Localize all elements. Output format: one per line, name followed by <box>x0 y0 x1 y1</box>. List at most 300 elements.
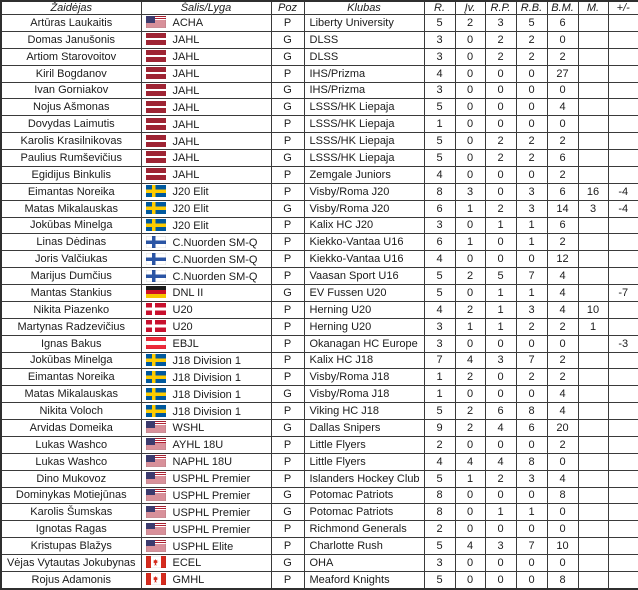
stat-rb: 2 <box>516 150 547 167</box>
player-name: Artiom Starovoitov <box>1 48 141 65</box>
stat-pm <box>608 352 638 369</box>
league-name: USPHL Elite <box>172 540 234 553</box>
stat-rb: 6 <box>516 420 547 437</box>
league-name: WSHL <box>172 422 205 435</box>
club-name: Visby/Roma J18 <box>304 369 424 386</box>
league-name: J20 Elit <box>172 186 209 199</box>
usa-flag-icon <box>146 489 166 501</box>
stat-m <box>578 15 608 32</box>
league-cell <box>141 521 271 538</box>
stat-r: 5 <box>424 470 455 487</box>
club-name: Liberty University <box>304 15 424 32</box>
stat-m <box>578 166 608 183</box>
stat-pm <box>608 48 638 65</box>
league-name: JAHL <box>172 34 200 47</box>
stat-pm: -4 <box>608 200 638 217</box>
stat-r: 3 <box>424 217 455 234</box>
column-header-label: Šalis/Lyga <box>180 2 232 14</box>
player-name: Kristupas Blažys <box>1 538 141 555</box>
stat-m <box>578 217 608 234</box>
player-name: Ignotas Ragas <box>1 521 141 538</box>
stat-bm: 2 <box>547 133 578 150</box>
stat-r: 3 <box>424 318 455 335</box>
column-header-pos <box>271 1 304 15</box>
league-name: J18 Division 1 <box>172 354 241 367</box>
column-header-label: M. <box>586 2 600 14</box>
club-name: Islanders Hockey Club <box>304 470 424 487</box>
position: G <box>271 82 304 99</box>
stat-bm: 12 <box>547 251 578 268</box>
stat-rp: 4 <box>485 453 516 470</box>
stat-pm <box>608 571 638 589</box>
position: P <box>271 571 304 589</box>
stat-rp: 1 <box>485 217 516 234</box>
league-cell <box>141 48 271 65</box>
club-name: DLSS <box>304 31 424 48</box>
position: G <box>271 386 304 403</box>
table-row <box>1 555 638 572</box>
stat-iv: 0 <box>455 386 485 403</box>
stat-rb: 0 <box>516 487 547 504</box>
club-name: Viking HC J18 <box>304 403 424 420</box>
table-row <box>1 150 638 167</box>
stat-m <box>578 65 608 82</box>
stat-rb: 8 <box>516 453 547 470</box>
player-name: Artūras Laukaitis <box>1 15 141 32</box>
league-cell <box>141 183 271 200</box>
stat-r: 4 <box>424 251 455 268</box>
table-row <box>1 470 638 487</box>
league-name: ECEL <box>172 557 202 570</box>
player-name: Kiril Bogdanov <box>1 65 141 82</box>
player-name: Eimantas Noreika <box>1 183 141 200</box>
club-name: LSSS/HK Liepaja <box>304 99 424 116</box>
position: P <box>271 268 304 285</box>
player-name: Joris Valčiukas <box>1 251 141 268</box>
stat-iv: 0 <box>455 99 485 116</box>
league-name: JAHL <box>172 51 200 64</box>
stat-rp: 2 <box>485 470 516 487</box>
stat-rb: 1 <box>516 285 547 302</box>
usa-flag-icon <box>146 16 166 28</box>
position: G <box>271 31 304 48</box>
stat-iv: 0 <box>455 487 485 504</box>
position: P <box>271 133 304 150</box>
league-name: JAHL <box>172 169 200 182</box>
league-name: DNL II <box>172 287 204 300</box>
league-cell <box>141 234 271 251</box>
stat-rp: 0 <box>485 183 516 200</box>
stat-iv: 0 <box>455 504 485 521</box>
latvia-flag-icon <box>146 50 166 62</box>
stat-m <box>578 335 608 352</box>
stat-rb: 7 <box>516 268 547 285</box>
player-name: Rojus Adamonis <box>1 571 141 589</box>
stat-r: 4 <box>424 65 455 82</box>
denmark-flag-icon <box>146 320 166 332</box>
stat-bm: 0 <box>547 555 578 572</box>
position: P <box>271 521 304 538</box>
stat-m <box>578 487 608 504</box>
stat-m <box>578 82 608 99</box>
league-cell <box>141 99 271 116</box>
stat-m <box>578 420 608 437</box>
player-name: Jokūbas Minelga <box>1 217 141 234</box>
stat-pm <box>608 420 638 437</box>
stat-r: 5 <box>424 268 455 285</box>
canada-flag-icon <box>146 556 166 568</box>
latvia-flag-icon <box>146 84 166 96</box>
league-name: JAHL <box>172 118 200 131</box>
league-cell <box>141 369 271 386</box>
stat-pm <box>608 555 638 572</box>
stat-m <box>578 268 608 285</box>
stat-bm: 2 <box>547 352 578 369</box>
column-header-label: R.B. <box>520 2 543 14</box>
stat-pm <box>608 166 638 183</box>
stat-pm: -3 <box>608 335 638 352</box>
stat-pm <box>608 403 638 420</box>
stat-pm <box>608 369 638 386</box>
league-cell <box>141 200 271 217</box>
stat-r: 5 <box>424 285 455 302</box>
sweden-flag-icon <box>146 185 166 197</box>
stat-rp: 1 <box>485 285 516 302</box>
stat-iv: 0 <box>455 217 485 234</box>
usa-flag-icon <box>146 421 166 433</box>
stat-r: 1 <box>424 116 455 133</box>
stat-iv: 1 <box>455 234 485 251</box>
league-name: J18 Division 1 <box>172 371 241 384</box>
stat-r: 5 <box>424 403 455 420</box>
stat-bm: 2 <box>547 234 578 251</box>
usa-flag-icon <box>146 472 166 484</box>
position: G <box>271 555 304 572</box>
stat-rb: 3 <box>516 183 547 200</box>
stat-r: 8 <box>424 183 455 200</box>
position: G <box>271 200 304 217</box>
stat-bm: 2 <box>547 369 578 386</box>
latvia-flag-icon <box>146 33 166 45</box>
league-cell <box>141 82 271 99</box>
stat-iv: 1 <box>455 200 485 217</box>
stat-bm: 0 <box>547 453 578 470</box>
stat-rp: 3 <box>485 15 516 32</box>
league-name: U20 <box>172 321 193 334</box>
stat-bm: 10 <box>547 538 578 555</box>
column-header-label: Klubas <box>347 2 381 14</box>
stat-pm <box>608 487 638 504</box>
column-header-label: R. <box>434 2 445 14</box>
stat-iv: 0 <box>455 521 485 538</box>
stat-m <box>578 538 608 555</box>
league-cell <box>141 65 271 82</box>
position: P <box>271 352 304 369</box>
stat-bm: 6 <box>547 150 578 167</box>
league-cell <box>141 31 271 48</box>
stat-m: 10 <box>578 301 608 318</box>
latvia-flag-icon <box>146 118 166 130</box>
stat-bm: 0 <box>547 31 578 48</box>
stat-rp: 0 <box>485 116 516 133</box>
league-cell <box>141 150 271 167</box>
table-row <box>1 234 638 251</box>
stat-pm <box>608 268 638 285</box>
position: P <box>271 234 304 251</box>
league-cell <box>141 116 271 133</box>
player-name: Dovydas Laimutis <box>1 116 141 133</box>
table-row <box>1 48 638 65</box>
league-name: USPHL Premier <box>172 473 251 486</box>
stat-iv: 0 <box>455 31 485 48</box>
club-name: Visby/Roma J20 <box>304 183 424 200</box>
stat-rp: 0 <box>485 369 516 386</box>
league-cell <box>141 504 271 521</box>
stat-r: 4 <box>424 453 455 470</box>
stat-rb: 0 <box>516 555 547 572</box>
league-cell <box>141 420 271 437</box>
stat-iv: 0 <box>455 166 485 183</box>
player-name: Nikita Piazenko <box>1 301 141 318</box>
stat-rb: 0 <box>516 521 547 538</box>
league-name: U20 <box>172 304 193 317</box>
stat-bm: 4 <box>547 301 578 318</box>
stat-r: 8 <box>424 487 455 504</box>
league-name: C.Nuorden SM-Q <box>172 236 258 249</box>
stat-bm: 8 <box>547 571 578 589</box>
league-name: JAHL <box>172 101 200 114</box>
club-name: Kalix HC J18 <box>304 352 424 369</box>
stat-iv: 0 <box>455 133 485 150</box>
stat-bm: 20 <box>547 420 578 437</box>
table-row <box>1 352 638 369</box>
player-name: Dominykas Motiejūnas <box>1 487 141 504</box>
usa-flag-icon <box>146 438 166 450</box>
player-name: Ivan Gorniakov <box>1 82 141 99</box>
stat-r: 4 <box>424 301 455 318</box>
stat-pm <box>608 217 638 234</box>
finland-flag-icon <box>146 253 166 265</box>
league-cell <box>141 555 271 572</box>
table-row <box>1 15 638 32</box>
usa-flag-icon <box>146 455 166 467</box>
stat-rp: 0 <box>485 65 516 82</box>
stat-pm <box>608 99 638 116</box>
club-name: Visby/Roma J20 <box>304 200 424 217</box>
latvia-flag-icon <box>146 101 166 113</box>
latvia-flag-icon <box>146 151 166 163</box>
stat-m: 1 <box>578 318 608 335</box>
league-name: JAHL <box>172 84 200 97</box>
stat-m <box>578 234 608 251</box>
stat-iv: 2 <box>455 403 485 420</box>
stat-m <box>578 150 608 167</box>
column-header-league <box>141 1 271 15</box>
latvia-flag-icon <box>146 67 166 79</box>
stat-bm: 14 <box>547 200 578 217</box>
stat-pm <box>608 15 638 32</box>
stat-iv: 0 <box>455 150 485 167</box>
stat-pm <box>608 116 638 133</box>
table-row <box>1 487 638 504</box>
stat-bm: 8 <box>547 487 578 504</box>
stat-pm <box>608 318 638 335</box>
stat-m <box>578 453 608 470</box>
league-cell <box>141 15 271 32</box>
club-name: OHA <box>304 555 424 572</box>
club-name: Charlotte Rush <box>304 538 424 555</box>
stat-bm: 6 <box>547 15 578 32</box>
table-row <box>1 369 638 386</box>
stat-pm <box>608 504 638 521</box>
stat-rb: 2 <box>516 133 547 150</box>
stat-iv: 0 <box>455 571 485 589</box>
league-cell <box>141 285 271 302</box>
stat-bm: 4 <box>547 285 578 302</box>
table-row <box>1 268 638 285</box>
stat-rb: 0 <box>516 116 547 133</box>
stat-m <box>578 369 608 386</box>
latvia-flag-icon <box>146 168 166 180</box>
stat-rp: 0 <box>485 99 516 116</box>
player-name: Marijus Dumčius <box>1 268 141 285</box>
stat-rp: 0 <box>485 166 516 183</box>
club-name: Okanagan HC Europe <box>304 335 424 352</box>
stat-pm <box>608 538 638 555</box>
league-name: J18 Division 1 <box>172 388 241 401</box>
position: P <box>271 369 304 386</box>
club-name: Dallas Snipers <box>304 420 424 437</box>
stat-iv: 2 <box>455 420 485 437</box>
table-header-row <box>1 1 638 15</box>
stat-r: 5 <box>424 15 455 32</box>
stat-pm <box>608 31 638 48</box>
stat-iv: 0 <box>455 436 485 453</box>
stat-m <box>578 133 608 150</box>
stat-r: 3 <box>424 82 455 99</box>
club-name: Little Flyers <box>304 436 424 453</box>
stat-rp: 0 <box>485 251 516 268</box>
germany-flag-icon <box>146 286 166 298</box>
stat-rp: 1 <box>485 504 516 521</box>
stat-pm <box>608 521 638 538</box>
stat-bm: 0 <box>547 82 578 99</box>
player-name: Linas Dėdinas <box>1 234 141 251</box>
sweden-flag-icon <box>146 371 166 383</box>
stat-pm <box>608 470 638 487</box>
stat-pm: -4 <box>608 183 638 200</box>
league-cell <box>141 571 271 589</box>
position: P <box>271 116 304 133</box>
stat-m: 3 <box>578 200 608 217</box>
stat-rp: 5 <box>485 268 516 285</box>
table-row <box>1 251 638 268</box>
sweden-flag-icon <box>146 405 166 417</box>
player-name: Nojus Ašmonas <box>1 99 141 116</box>
stat-rp: 0 <box>485 487 516 504</box>
league-cell <box>141 352 271 369</box>
stat-r: 6 <box>424 234 455 251</box>
stat-bm: 0 <box>547 335 578 352</box>
stat-r: 5 <box>424 571 455 589</box>
stat-rp: 2 <box>485 133 516 150</box>
stat-iv: 0 <box>455 335 485 352</box>
table-row <box>1 183 638 200</box>
league-cell <box>141 436 271 453</box>
league-name: J18 Division 1 <box>172 405 241 418</box>
club-name: Herning U20 <box>304 318 424 335</box>
stat-m <box>578 31 608 48</box>
stat-rp: 0 <box>485 82 516 99</box>
stat-rb: 3 <box>516 200 547 217</box>
stat-iv: 4 <box>455 453 485 470</box>
stat-bm: 2 <box>547 436 578 453</box>
player-name: Vėjas Vytautas Jokubynas <box>1 555 141 572</box>
stat-rb: 3 <box>516 301 547 318</box>
stat-rb: 7 <box>516 538 547 555</box>
stat-iv: 2 <box>455 301 485 318</box>
club-name: Potomac Patriots <box>304 487 424 504</box>
stat-iv: 0 <box>455 116 485 133</box>
position: P <box>271 403 304 420</box>
stat-iv: 0 <box>455 82 485 99</box>
position: P <box>271 335 304 352</box>
position: P <box>271 301 304 318</box>
league-cell <box>141 487 271 504</box>
table-row <box>1 285 638 302</box>
stat-rp: 0 <box>485 571 516 589</box>
stat-rb: 1 <box>516 504 547 521</box>
stat-rb: 1 <box>516 217 547 234</box>
table-body <box>1 15 638 590</box>
league-name: USPHL Premier <box>172 489 251 502</box>
table-row <box>1 420 638 437</box>
stat-m <box>578 571 608 589</box>
club-name: IHS/Prizma <box>304 65 424 82</box>
stat-rb: 5 <box>516 15 547 32</box>
stat-m: 16 <box>578 183 608 200</box>
league-cell <box>141 453 271 470</box>
position: P <box>271 15 304 32</box>
league-cell <box>141 538 271 555</box>
column-header-bm <box>547 1 578 15</box>
position: G <box>271 99 304 116</box>
position: G <box>271 285 304 302</box>
stat-iv: 2 <box>455 268 485 285</box>
stat-r: 6 <box>424 200 455 217</box>
stat-r: 5 <box>424 133 455 150</box>
stat-rb: 7 <box>516 352 547 369</box>
stat-bm: 4 <box>547 403 578 420</box>
denmark-flag-icon <box>146 303 166 315</box>
stat-iv: 0 <box>455 48 485 65</box>
table-row <box>1 99 638 116</box>
league-name: ACHA <box>172 17 204 30</box>
stat-rp: 2 <box>485 200 516 217</box>
stat-pm <box>608 82 638 99</box>
column-header-label: Poz <box>278 2 297 14</box>
table-row <box>1 82 638 99</box>
stat-rp: 0 <box>485 386 516 403</box>
stat-m <box>578 403 608 420</box>
player-name: Arvidas Domeika <box>1 420 141 437</box>
table-row <box>1 571 638 589</box>
stat-r: 7 <box>424 352 455 369</box>
stat-rb: 0 <box>516 335 547 352</box>
club-name: Meaford Knights <box>304 571 424 589</box>
table-row <box>1 335 638 352</box>
stat-m <box>578 251 608 268</box>
